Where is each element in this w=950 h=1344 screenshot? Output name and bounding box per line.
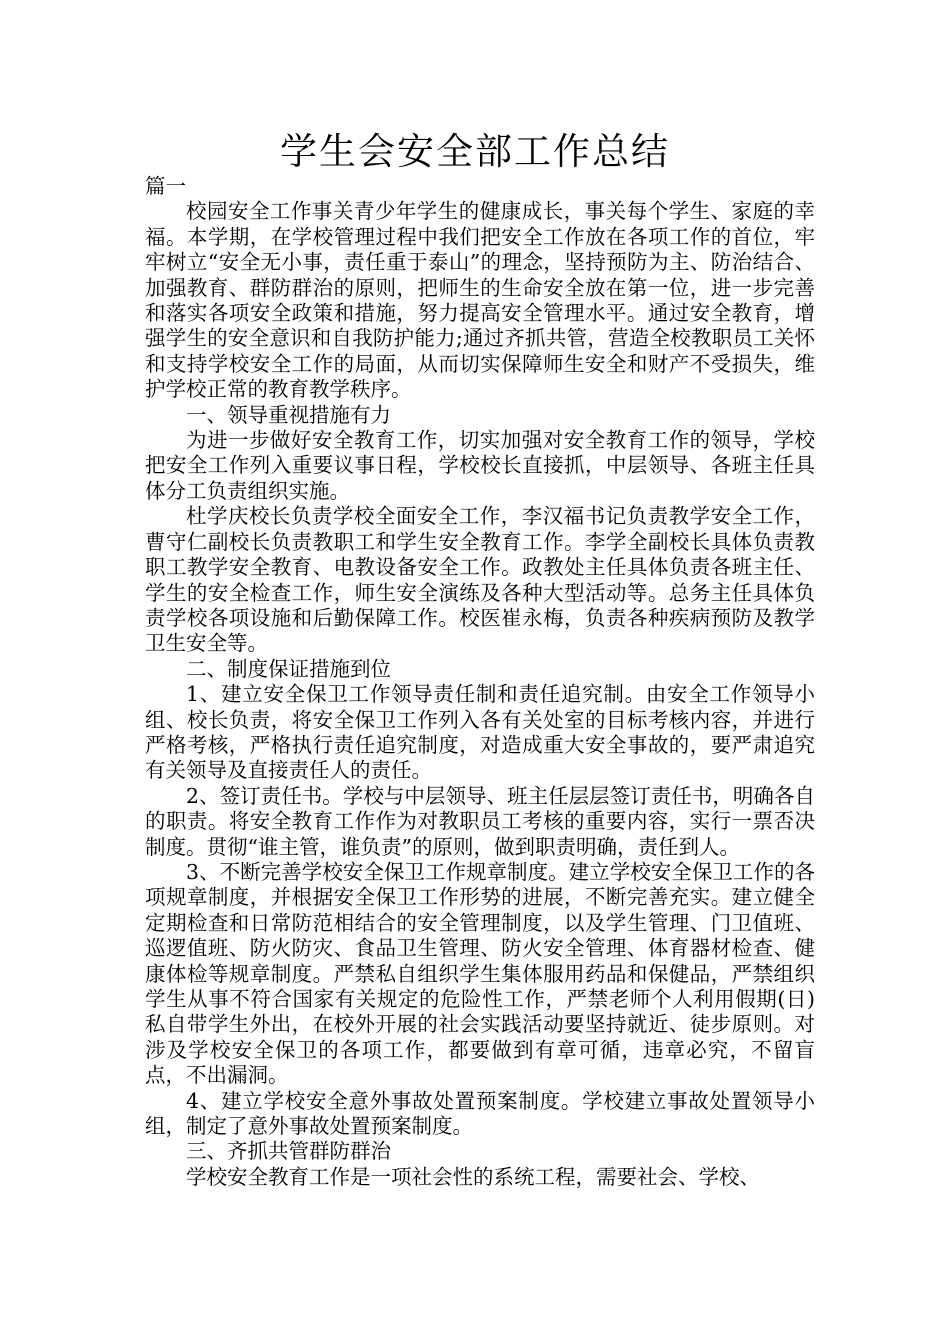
- section-heading-1: 一、领导重视措施有力: [186, 402, 391, 427]
- document-title: 学生会安全部工作总结: [280, 130, 670, 173]
- document-body: [145, 174, 815, 1190]
- part-label: 篇一: [145, 174, 186, 198]
- section-heading-3: 三、齐抓共管群防群治: [186, 1139, 391, 1164]
- paragraph-leadership: 为进一步做好安全教育工作，切实加强对安全教育工作的领导，学校把安全工作列入重要议事日程，学校校长直接抓，中层领导、各班主任具体分工负责组织实施。: [145, 428, 815, 503]
- paragraph-responsibilities: 杜学庆校长负责学校全面安全工作，李汉福书记负责教学安全工作，曹守仁副校长负责教职工和学生安全教育工作。李学全副校长具体负责教职工教学安全教育、电教设备安全工作。政教处主任具体负责各班主任、学生的安全检查工作，师生安全演练及各种大型活动等。总务主任具体负责学校各项设施和后勤保障工作。校医崔永梅，负责各种疾病预防及教学卫生安全等。: [145, 504, 815, 656]
- paragraph-item-1: 1、建立安全保卫工作领导责任制和责任追究制。由安全工作领导小组、校长负责，将安全保卫工作列入各有关处室的目标考核内容，并进行严格考核，严格执行责任追究制度，对造成重大安全事故的，要严肃追究有关领导及直接责任人的责任。: [145, 682, 815, 783]
- paragraph-item-2: 2、签订责任书。学校与中层领导、班主任层层签订责任书，明确各自的职责。将安全教育工作作为对教职员工考核的重要内容，实行一票否决制度。贯彻“谁主管，谁负责”的原则，做到职责明确，责任到人。: [145, 783, 815, 859]
- paragraph-item-3: 3、不断完善学校安全保卫工作规章制度。建立学校安全保卫工作的各项规章制度，并根据安全保卫工作形势的进展，不断完善充实。建立健全定期检查和日常防范相结合的安全管理制度，以及学生管理、门卫值班、巡逻值班、防火防灾、食品卫生管理、防火安全管理、体育器材检查、健康体检等规章制度。严禁私自组织学生集体服用药品和保健品，严禁组织学生从事不符合国家有关规定的危险性工作，严禁老师个人利用假期(日)私自带学生外出，在校外开展的社会实践活动要坚持就近、徒步原则。对涉及学校安全保卫的各项工作，都要做到有章可循，违章必究，不留盲点，不出漏洞。: [145, 859, 815, 1088]
- paragraph-item-4: 4、建立学校安全意外事故处置预案制度。学校建立事故处置领导小组，制定了意外事故处置预案制度。: [145, 1088, 815, 1139]
- paragraph-cooperation: 学校安全教育工作是一项社会性的系统工程，需要社会、学校、: [186, 1164, 760, 1189]
- section-heading-2: 二、制度保证措施到位: [186, 656, 391, 681]
- paragraph-intro: 校园安全工作事关青少年学生的健康成长，事关每个学生、家庭的幸福。本学期，在学校管理过程中我们把安全工作放在各项工作的首位，牢牢树立“安全无小事，责任重于泰山”的理念，坚持预防为主、防治结合、加强教育、群防群治的原则，把师生的生命安全放在第一位，进一步完善和落实各项安全政策和措施，努力提高安全管理水平。通过安全教育，增强学生的安全意识和自我防护能力;通过齐抓共管，营造全校教职员工关怀和支持学校安全工作的局面，从而切实保障师生安全和财产不受损失，维护学校正常的教育教学秩序。: [145, 199, 815, 402]
